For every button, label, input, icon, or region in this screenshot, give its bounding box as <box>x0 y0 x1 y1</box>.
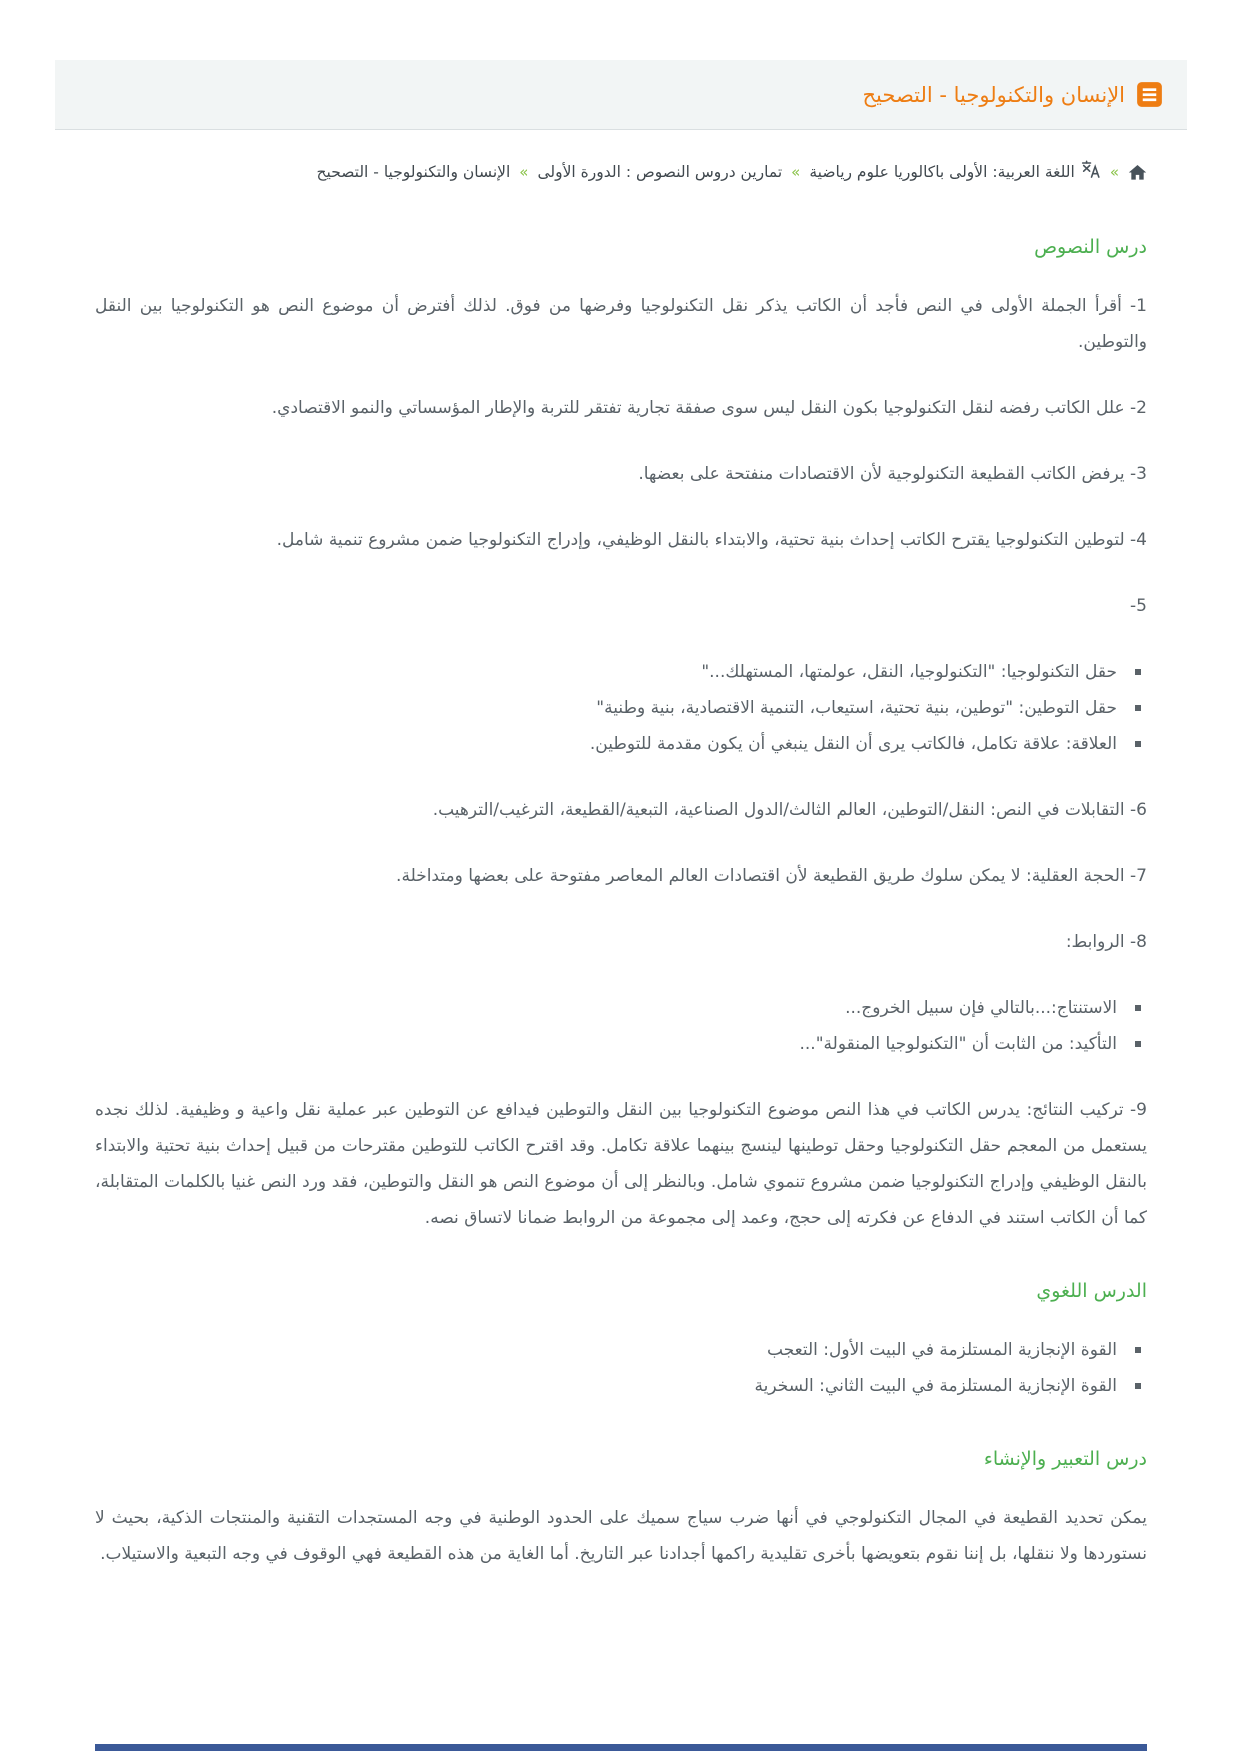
breadcrumb-item-exercises[interactable] <box>537 163 782 181</box>
section-2 <box>95 1280 1147 1404</box>
breadcrumb-label: اللغة العربية: الأولى باكالوريا علوم رياضية <box>809 163 1075 181</box>
breadcrumb-separator: » <box>791 163 801 181</box>
section-1 <box>95 236 1147 1236</box>
list-item: الاستنتاج:...بالتالي فإن سبيل الخروج... <box>95 990 1147 1026</box>
list-item: القوة الإنجازية المستلزمة في البيت الثاني: السخرية <box>95 1368 1147 1404</box>
bullet-list <box>95 990 1147 1062</box>
breadcrumb-separator: » <box>1109 163 1119 181</box>
main-content <box>95 236 1147 1572</box>
paragraph: 4- لتوطين التكنولوجيا يقترح الكاتب إحداث بنية تحتية، والابتداء بالنقل الوظيفي، وإدراج التكنولوجيا ضمن مشروع تنمية شامل. <box>276 530 1147 550</box>
list-item: حقل التوطين: "توطين، بنية تحتية، استيعاب، التنمية الاقتصادية، بنية وطنية" <box>95 690 1147 726</box>
home-icon[interactable] <box>1128 163 1147 182</box>
page-title: الإنسان والتكنولوجيا - التصحيح <box>862 82 1125 107</box>
paragraph: 7- الحجة العقلية: لا يمكن سلوك طريق القطيعة لأن اقتصادات العالم المعاصر مفتوحة على بعضها ومتداخلة. <box>396 866 1147 886</box>
breadcrumb <box>95 160 1147 184</box>
paragraph: 8- الروابط: <box>1065 932 1147 952</box>
translate-icon <box>1081 160 1101 184</box>
paragraph: 6- التقابلات في النص: النقل/التوطين، العالم الثالث/الدول الصناعية، التبعية/القطيعة، الترغيب/الترهيب. <box>432 800 1147 820</box>
list-item: حقل التكنولوجيا: "التكنولوجيا، النقل، عولمتها، المستهلك..." <box>95 654 1147 690</box>
section-3 <box>95 1448 1147 1572</box>
document-list-icon <box>1136 81 1163 108</box>
section-heading: درس النصوص <box>1034 236 1147 258</box>
breadcrumb-item-current: الإنسان والتكنولوجيا - التصحيح <box>316 163 511 181</box>
paragraph: 9- تركيب النتائج: يدرس الكاتب في هذا النص موضوع التكنولوجيا بين النقل والتوطين فيدافع عن التوطين عبر عملية نقل واعية و وظيفية. لذلك نجده يستعمل من المعجم حقل التكنولوجيا وحقل توطينها لينسج بينهما علاقة تكامل. وقد اقترح الكاتب للتوطين مقترحات من قبيل إحداث بنية تحتية والابتداء بالنقل الوظيفي وإدراج التكنولوجيا ضمن مشروع تنموي شامل. وبالنظر إلى أن موضوع النص هو النقل والتوطين، فقد ورد النص غنيا بالكلمات المتقابلة، كما أن الكاتب استند في الدفاع عن فكرته إلى حجج، وعمد إلى مجموعة من الروابط ضمانا لاتساق نصه. <box>95 1100 1147 1228</box>
footer-bar <box>95 1744 1147 1751</box>
bullet-list <box>95 654 1147 762</box>
list-item: التأكيد: من الثابت أن "التكنولوجيا المنقولة"... <box>95 1026 1147 1062</box>
paragraph: 2- علل الكاتب رفضه لنقل التكنولوجيا بكون النقل ليس سوى صفقة تجارية تفتقر للتربة والإطار المؤسساتي والنمو الاقتصادي. <box>271 398 1147 418</box>
list-item: القوة الإنجازية المستلزمة في البيت الأول: التعجب <box>95 1332 1147 1368</box>
breadcrumb-item-language[interactable] <box>809 160 1100 184</box>
bullet-list <box>95 1332 1147 1404</box>
paragraph: 3- يرفض الكاتب القطيعة التكنولوجية لأن الاقتصادات منفتحة على بعضها. <box>638 464 1147 484</box>
paragraph: 1- أقرأ الجملة الأولى في النص فأجد أن الكاتب يذكر نقل التكنولوجيا وفرضها من فوق. لذلك أفترض أن موضوع النص هو التكنولوجيا بين النقل والتوطين. <box>95 296 1147 352</box>
breadcrumb-label: تمارين دروس النصوص : الدورة الأولى <box>537 163 783 181</box>
page-header <box>55 60 1187 130</box>
breadcrumb-separator: » <box>519 163 529 181</box>
paragraph: يمكن تحديد القطيعة في المجال التكنولوجي في أنها ضرب سياج سميك على الحدود الوطنية في وجه المستجدات التقنية والمنتجات الذكية، بحيث لا نستوردها ولا ننقلها، بل إننا نقوم بتعويضها بأخرى تقليدية راكمها أجدادنا عبر التاريخ. أما الغاية من هذه القطيعة فهي الوقوف في وجه التبعية والاستيلاب. <box>95 1508 1147 1564</box>
section-heading: درس التعبير والإنشاء <box>983 1448 1147 1470</box>
section-heading: الدرس اللغوي <box>1036 1280 1147 1302</box>
list-item: العلاقة: علاقة تكامل، فالكاتب يرى أن النقل ينبغي أن يكون مقدمة للتوطين. <box>95 726 1147 762</box>
paragraph: 5- <box>1130 596 1147 616</box>
